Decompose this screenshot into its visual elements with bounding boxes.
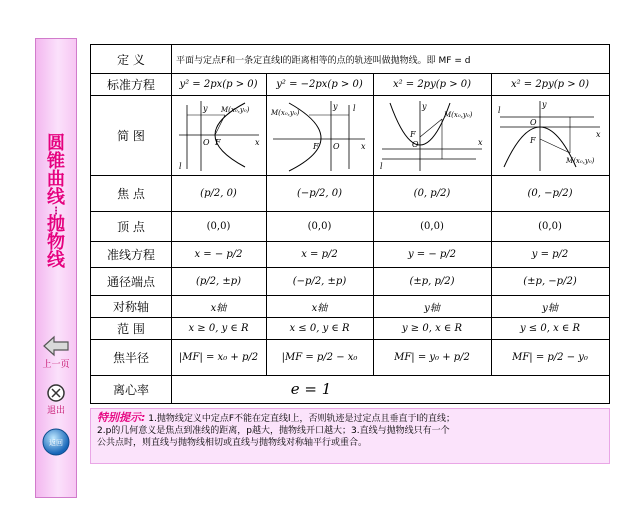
graph1-l: l	[179, 162, 182, 171]
definition-text: 平面与定点F和一条定直线l的距离相等的点的轨迹叫做抛物线。即 MF = d	[176, 55, 471, 66]
focus-2: (−p/2, 0)	[296, 187, 343, 199]
globe-return-icon	[41, 427, 71, 457]
row-range	[91, 317, 609, 340]
graph-right-opening	[175, 97, 263, 173]
graph3-f: F	[410, 130, 416, 139]
close-circle-icon	[46, 383, 66, 403]
graph2-point: M(x₀,y₀)	[271, 109, 300, 117]
graph2-x: x	[361, 142, 366, 151]
graph1-x: x	[255, 138, 260, 147]
focus-4: (0, −p/2)	[527, 187, 573, 199]
note-tag: 特别提示:	[97, 411, 146, 424]
row-definition	[91, 45, 609, 74]
label-axis: 对称轴	[112, 299, 149, 314]
title-char: 线	[47, 250, 65, 271]
range-3: y ≥ 0, x ∈ R	[401, 322, 463, 334]
axis-3: y轴	[424, 302, 440, 314]
std-eq-4: x² = 2py(p > 0)	[510, 78, 590, 90]
label-latus: 通径端点	[106, 274, 155, 289]
latus-4: (±p, −p/2)	[523, 275, 577, 287]
graph2-o: O	[333, 142, 340, 151]
radius-1: |MF| = x₀ + p/2	[178, 351, 259, 363]
special-note	[90, 408, 610, 464]
parabola-table	[90, 44, 610, 404]
std-eq-2: y² = −2px(p > 0)	[276, 78, 363, 90]
axis-2: x轴	[311, 302, 328, 314]
graph4-f: F	[530, 136, 536, 145]
graph1-o: O	[203, 138, 210, 147]
radius-4: MF| = p/2 − y₀	[512, 351, 588, 363]
label-standard-equation: 标准方程	[106, 77, 155, 92]
graph2-y: y	[333, 102, 338, 111]
graph-down-opening	[494, 97, 606, 173]
label-focal-radius: 焦半径	[112, 350, 149, 365]
axis-4: y轴	[542, 302, 558, 314]
graph1-y: y	[203, 104, 208, 113]
row-focus	[91, 175, 609, 212]
radius-2: |MF = p/2 − x₀	[281, 351, 358, 363]
graph4-y: y	[542, 100, 547, 109]
label-graph: 简 图	[117, 128, 145, 143]
graph4-l: l	[498, 106, 501, 115]
return-button[interactable]	[36, 427, 76, 457]
latus-2: (−p/2, ±p)	[292, 275, 347, 287]
title-char: 物	[47, 232, 65, 253]
row-standard-equation	[91, 73, 609, 96]
arrow-left-icon	[42, 335, 70, 357]
graph1-point: M(x₀,y₀)	[221, 106, 250, 114]
directrix-4: y = p/2	[531, 248, 569, 260]
directrix-3: y = − p/2	[407, 248, 457, 260]
row-latus	[91, 267, 609, 296]
label-definition: 定 义	[117, 52, 145, 67]
focus-1: (p/2, 0)	[200, 187, 237, 199]
vertex-1: (0,0)	[206, 220, 231, 232]
note-line-1: 1.抛物线定义中定点F不能在定直线l上，否则轨迹是过定点且垂直于l的直线；	[148, 414, 456, 424]
sidebar	[35, 38, 77, 498]
prev-page-button[interactable]	[36, 335, 76, 370]
graph-up-opening	[376, 97, 488, 173]
note-line-3: 公共点时，则直线与抛物线相切或直线与抛物线对称轴平行或重合。	[97, 438, 368, 448]
graph4-point: M(x₀,y₀)	[566, 157, 595, 165]
label-focus: 焦 点	[117, 186, 145, 201]
graph4-x: x	[596, 130, 601, 139]
row-graph	[91, 95, 609, 176]
vertex-4: (0,0)	[538, 220, 562, 232]
std-eq-3: x² = 2py(p > 0)	[392, 78, 472, 90]
focus-3: (0, p/2)	[413, 187, 451, 199]
row-axis	[91, 295, 609, 318]
axis-1: x轴	[210, 302, 227, 314]
row-eccentricity	[91, 375, 609, 403]
exit-label: 退出	[46, 406, 65, 416]
title-char: 线	[47, 187, 65, 208]
range-1: x ≥ 0, y ∈ R	[188, 322, 249, 334]
title-char: 抛	[47, 214, 65, 235]
latus-3: (±p, p/2)	[409, 275, 455, 287]
vertex-2: (0,0)	[307, 220, 332, 232]
row-focal-radius	[91, 339, 609, 376]
row-directrix	[91, 241, 609, 268]
range-4: y ≤ 0, x ∈ R	[519, 322, 581, 334]
graph2-l: l	[353, 104, 356, 113]
graph4-o: O	[530, 118, 537, 127]
directrix-2: x = p/2	[301, 248, 338, 260]
title-char: 曲	[47, 169, 65, 190]
range-2: x ≤ 0, y ∈ R	[289, 322, 350, 334]
exit-button[interactable]	[36, 383, 76, 416]
title-char: 锥	[47, 151, 65, 172]
note-line-2: 2.p的几何意义是焦点到准线的距离，p越大，抛物线开口越大；3.直线与抛物线只有一个	[97, 426, 450, 436]
title-dots: ⋮	[51, 206, 61, 217]
graph2-f: F	[313, 142, 319, 151]
title-char: 圆	[47, 133, 65, 154]
label-directrix: 准线方程	[106, 247, 155, 262]
label-vertex: 顶 点	[117, 219, 145, 234]
graph3-y: y	[422, 102, 427, 111]
latus-1: (p/2, ±p)	[195, 275, 242, 287]
eccentricity-value: e = 1	[290, 380, 332, 398]
directrix-1: x = − p/2	[194, 248, 243, 260]
label-eccentricity: 离心率	[112, 382, 149, 397]
graph3-l: l	[380, 162, 383, 171]
graph3-point: M(x₀,y₀)	[444, 111, 473, 119]
return-label: 返回	[49, 439, 63, 447]
graph3-o: O	[412, 140, 419, 149]
vertex-3: (0,0)	[420, 220, 444, 232]
std-eq-1: y² = 2px(p > 0)	[179, 78, 258, 90]
radius-3: MF| = y₀ + p/2	[394, 351, 470, 363]
graph-left-opening	[269, 97, 369, 173]
label-range: 范 围	[117, 321, 145, 336]
row-vertex	[91, 211, 609, 242]
sidebar-title	[36, 135, 76, 270]
prev-page-label: 上一页	[42, 360, 70, 370]
graph3-x: x	[478, 138, 483, 147]
graph1-f: F	[215, 138, 221, 147]
